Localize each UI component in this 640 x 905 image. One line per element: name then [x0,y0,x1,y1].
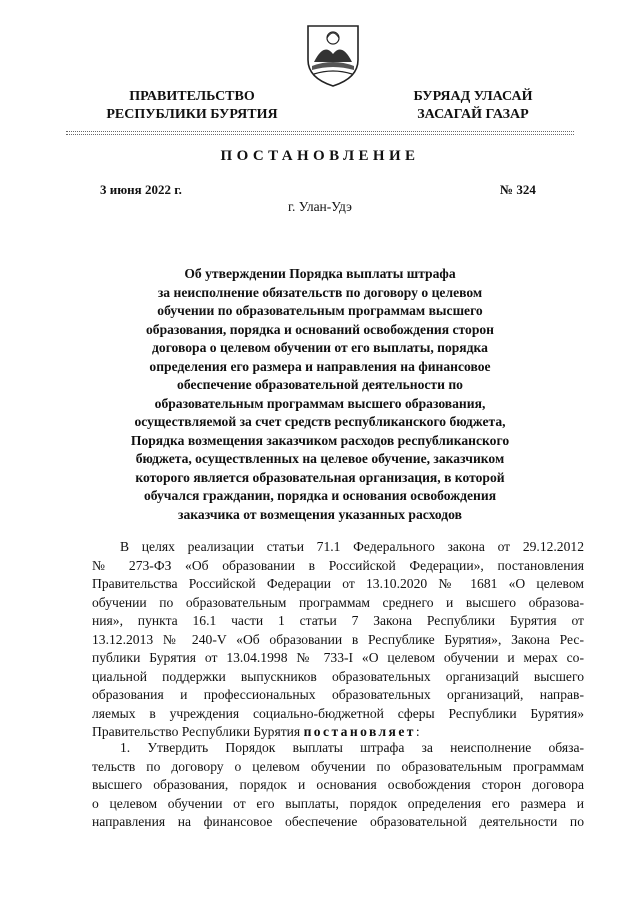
document-title: ПОСТАНОВЛЕНИЕ [220,148,420,164]
heading-line: за неисполнение обязательств по договору о целевом [157,284,483,300]
preamble-suffix: : [415,724,420,739]
item-1-paragraph [92,739,584,832]
paragraph-line: публики Бурятия от 13.04.1998 № 733-I «О целевом обучении и мерах со- [92,650,584,665]
heading-line: бюджета, осуществленных на целевое обучение, заказчиком [135,451,505,466]
heading-line: образовательным программам высшего образования, [154,395,486,411]
header-divider [66,131,574,132]
resolution-keyword: постановляет [303,724,416,739]
paragraph-line: 13.12.2013 № 240-V «Об образовании в Республике Бурятия», Закона Рес- [92,631,584,647]
heading-line: заказчика от возмещения указанных расходов [178,506,462,522]
paragraph-line: № 273-ФЗ «Об образовании в Российской Федерации», постановления [92,557,584,573]
paragraph-line: высшего образования, порядок и основания освобождения сторон договора [92,777,584,792]
header-left [92,88,292,124]
document-heading [90,265,550,524]
document-date: 3 июня 2022 г. [100,182,182,197]
preamble-prefix: Правительство Республики Бурятия [92,724,301,739]
paragraph-line: обучении по образовательным программам среднего и высшего образова- [92,594,584,610]
heading-line: обучался гражданин, порядка и основания освобождения [143,488,497,503]
preamble-paragraph [92,538,584,742]
paragraph-line: ляемых в учреждения социально-бюджетной сферы Республики Бурятия» [92,705,584,721]
paragraph-line: направления на финансовое обеспечение образовательной деятельности по [92,814,584,829]
header-left-line: РЕСПУБЛИКИ БУРЯТИЯ [106,107,278,122]
heading-line: которого является образовательная организация, в которой [135,469,505,485]
paragraph-line: ния», пункта 16.1 части 1 статьи 7 Закона Республики Бурятия от [92,613,584,628]
paragraph-line: образования и профессиональных образовательных организаций, направ- [92,687,584,702]
paragraph-line: Правительства Российской Федерации от 13.10.2020 № 1681 «О целевом [92,576,584,591]
heading-line: Об утверждении Порядка выплаты штрафа [184,266,456,281]
heading-line: осуществляемой за счет средств республиканского бюджета, [134,414,506,429]
paragraph-line: В целях реализации статьи 71.1 Федерального закона от 29.12.2012 [120,539,584,554]
header-divider [66,134,574,135]
document-city: г. Улан-Удэ [288,199,352,214]
header-right [398,88,548,124]
coat-of-arms-icon [300,20,366,90]
paragraph-line: 1. Утвердить Порядок выплаты штрафа за неисполнение обяза- [120,740,584,755]
heading-line: образования, порядка и оснований освобождения сторон [145,321,495,337]
paragraph-line: тельств по договору о целевом обучении по образовательным программам [92,758,584,774]
heading-line: обеспечение образовательной деятельности по [177,377,463,392]
heading-line: договора о целевом обучении от его выплаты, порядка [152,340,488,355]
header-left-line: ПРАВИТЕЛЬСТВО [129,89,255,104]
heading-line: Порядка возмещения заказчиком расходов республиканского [130,432,510,448]
header-right-line: БУРЯАД УЛАСАЙ [413,89,533,104]
header-right-line: ЗАСАГАЙ ГАЗАР [417,107,529,122]
paragraph-line: циальной поддержки выпускников образовательных организаций высшего [92,668,584,684]
paragraph-line: о целевом обучении от его выплаты, порядок определения его размера и [92,795,584,811]
heading-line: определения его размера и направления на финансовое [149,358,491,374]
document-number: № 324 [500,182,536,197]
heading-line: обучении по образовательным программам высшего [157,303,483,318]
